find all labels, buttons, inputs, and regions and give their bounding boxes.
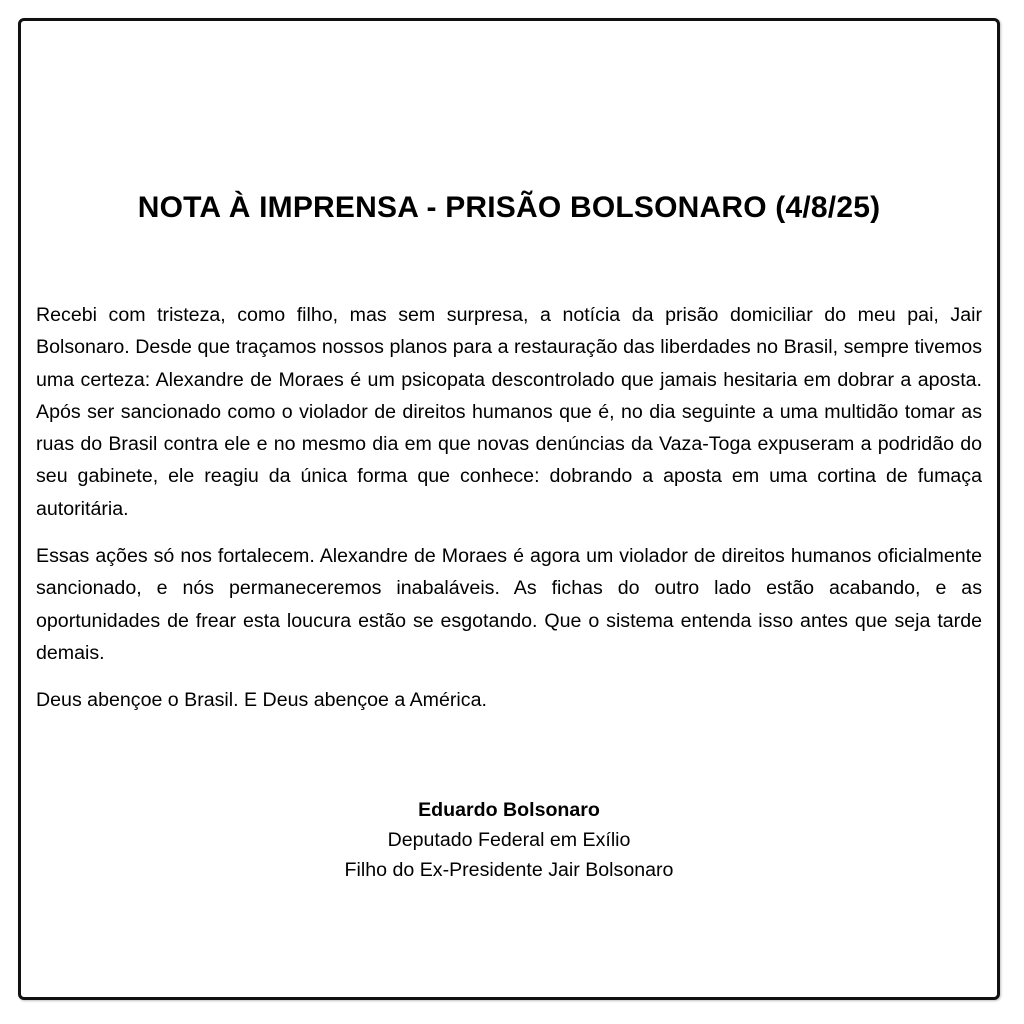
paragraph-2: Essas ações só nos fortalecem. Alexandre de Moraes é agora um violador de direitos humanos oficialmente sancionado, e nós permaneceremos inabaláveis. As fichas do outro lado estão acabando, e as oportunidades de frear esta loucura estão se esgotando. Que o sistema entenda isso antes que seja tarde demais. (36, 545, 982, 664)
paragraph-3: Deus abençoe o Brasil. E Deus abençoe a América. (36, 689, 487, 712)
document-frame (18, 18, 1000, 1000)
signature-role: Deputado Federal em Exílio (387, 829, 631, 851)
document-body (36, 299, 982, 732)
signature-block (21, 795, 997, 885)
document-title: NOTA À IMPRENSA - PRISÃO BOLSONARO (4/8/25) (137, 191, 881, 224)
paragraph-1: Recebi com tristeza, como filho, mas sem surpresa, a notícia da prisão domiciliar do meu pai, Jair Bolsonaro. Desde que traçamos nossos planos para a restauração das liberdades no Brasil, sempre tivemos uma certeza: Alexandre de Moraes é um psicopata descontrolado que jamais hesitaria em dobrar a aposta. Após ser sancionado como o violador de direitos humanos que é, no dia seguinte a uma multidão tomar as ruas do Brasil contra ele e no mesmo dia em que novas denúncias da Vaza-Toga expuseram a podridão do seu gabinete, ele reagiu da única forma que conhece: dobrando a aposta em uma cortina de fumaça autoritária. (36, 304, 982, 520)
signature-relation: Filho do Ex-Presidente Jair Bolsonaro (344, 859, 674, 881)
signature-name: Eduardo Bolsonaro (418, 799, 600, 821)
